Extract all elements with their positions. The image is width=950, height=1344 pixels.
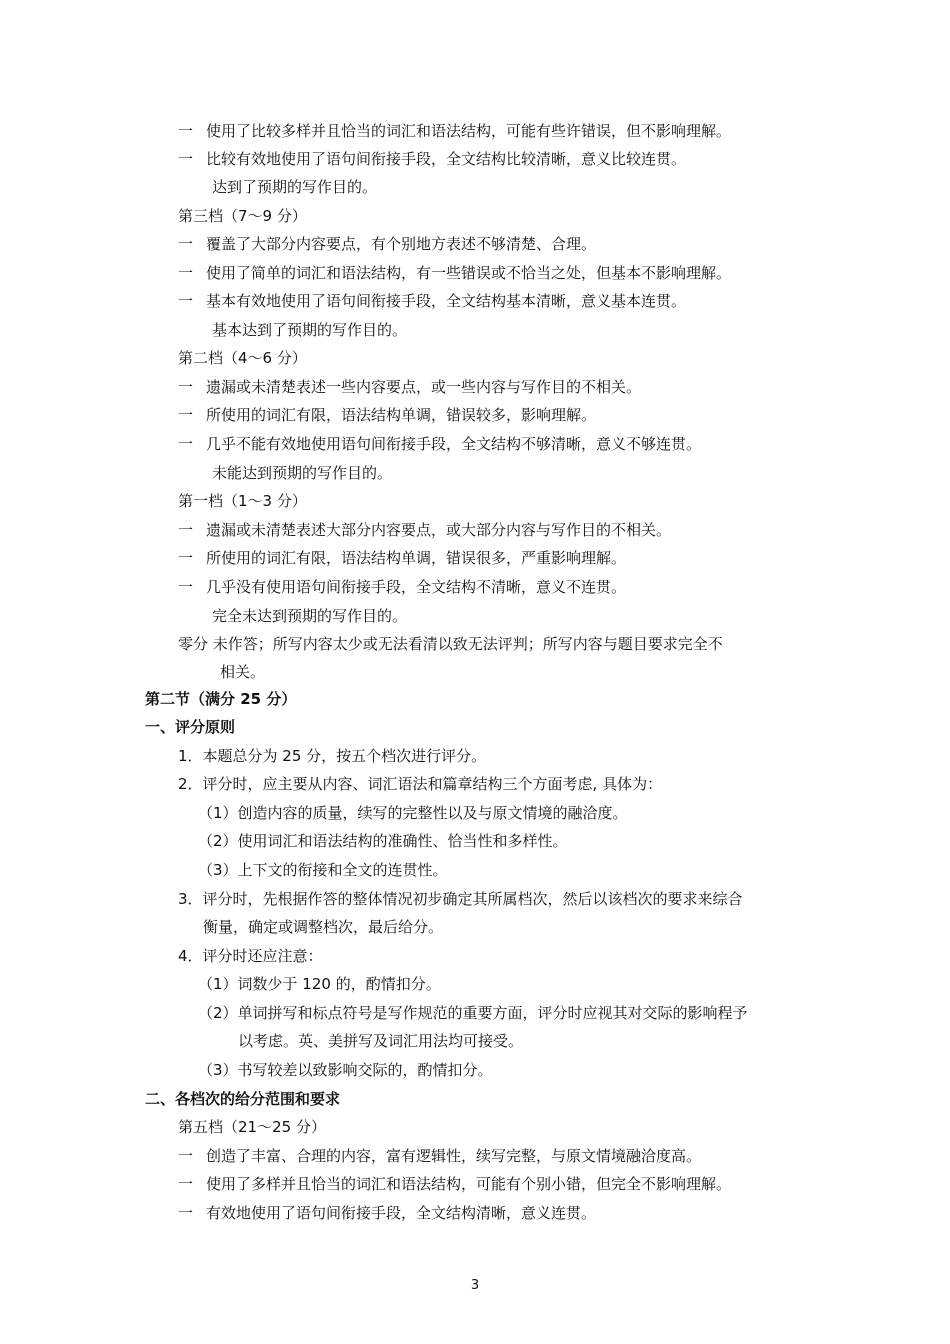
subsection-heading: 一、评分原则	[145, 718, 236, 736]
criterion-summary: 基本达到了预期的写作目的。	[212, 321, 408, 339]
grade-band-heading: 第五档（21～25 分）	[178, 1118, 326, 1136]
criterion-summary: 完全未达到预期的写作目的。	[212, 607, 408, 625]
dash-marker: 一	[178, 549, 194, 567]
dash-marker: 一	[178, 406, 194, 424]
zero-score-rule: 零分 未作答；所写内容太少或无法看清以致无法评判；所写内容与题目要求完全不	[178, 635, 723, 653]
grade-band-heading: 第一档（1～3 分）	[178, 492, 307, 510]
dash-marker: 一	[178, 264, 194, 282]
criterion-line	[178, 577, 626, 597]
dash-marker: 一	[178, 1147, 194, 1165]
dash-marker: 一	[178, 235, 194, 253]
rule-subitem-cont: 以考虑。英、美拼写及词汇用法均可接受。	[238, 1032, 524, 1050]
rule-item: 4．评分时还应注意：	[178, 947, 323, 965]
dash-marker: 一	[178, 521, 194, 539]
dash-marker: 一	[178, 578, 194, 596]
criterion-line	[178, 1174, 731, 1194]
rule-item: 3．评分时，先根据作答的整体情况初步确定其所属档次，然后以该档次的要求来综合	[178, 890, 743, 908]
criterion-text: 基本有效地使用了语句间衔接手段，全文结构基本清晰，意义基本连贯。	[206, 292, 687, 310]
rule-item: 1．本题总分为 25 分，按五个档次进行评分。	[178, 747, 487, 765]
criterion-line	[178, 520, 671, 540]
criterion-text: 遗漏或未清楚表述一些内容要点，或一些内容与写作目的不相关。	[206, 378, 642, 396]
criterion-line	[178, 434, 701, 454]
criterion-text: 所使用的词汇有限，语法结构单调，错误很多，严重影响理解。	[206, 549, 627, 567]
dash-marker: 一	[178, 378, 194, 396]
grade-band-heading: 第二档（4～6 分）	[178, 349, 307, 367]
grade-band-heading: 第三档（7～9 分）	[178, 207, 307, 225]
criterion-line	[178, 405, 596, 425]
criterion-line	[178, 548, 626, 568]
criterion-line	[178, 1146, 701, 1166]
rule-subitem: （2）使用词汇和语法结构的准确性、恰当性和多样性。	[198, 832, 568, 850]
rule-subitem: （3）书写较差以致影响交际的，酌情扣分。	[198, 1061, 493, 1079]
page-number: 3	[470, 1278, 480, 1293]
rule-subitem: （2）单词拼写和标点符号是写作规范的重要方面，评分时应视其对交际的影响程予	[198, 1004, 748, 1022]
rule-item-cont: 衡量，确定或调整档次，最后给分。	[203, 918, 444, 936]
criterion-text: 创造了丰富、合理的内容，富有逻辑性，续写完整，与原文情境融洽度高。	[206, 1147, 702, 1165]
zero-score-rule-cont: 相关。	[220, 663, 266, 681]
rule-subitem: （1）创造内容的质量，续写的完整性以及与原文情境的融洽度。	[198, 804, 628, 822]
criterion-text: 使用了比较多样并且恰当的词汇和语法结构，可能有些许错误，但不影响理解。	[206, 122, 732, 140]
section-heading: 第二节（满分 25 分）	[145, 690, 297, 708]
criterion-text: 几乎没有使用语句间衔接手段，全文结构不清晰，意义不连贯。	[206, 578, 627, 596]
subsection-heading: 二、各档次的给分范围和要求	[145, 1090, 341, 1108]
criterion-text: 几乎不能有效地使用语句间衔接手段，全文结构不够清晰，意义不够连贯。	[206, 435, 702, 453]
criterion-line	[178, 377, 641, 397]
criterion-line	[178, 291, 686, 311]
rule-subitem: （3）上下文的衔接和全文的连贯性。	[198, 861, 448, 879]
criterion-summary: 达到了预期的写作目的。	[212, 178, 378, 196]
criterion-line	[178, 234, 596, 254]
criterion-line	[178, 121, 731, 141]
dash-marker: 一	[178, 435, 194, 453]
dash-marker: 一	[178, 292, 194, 310]
criterion-text: 有效地使用了语句间衔接手段，全文结构清晰，意义连贯。	[206, 1204, 597, 1222]
rule-item: 2．评分时，应主要从内容、词汇语法和篇章结构三个方面考虑, 具体为：	[178, 775, 663, 793]
criterion-summary: 未能达到预期的写作目的。	[212, 464, 393, 482]
criterion-line	[178, 149, 686, 169]
criterion-text: 覆盖了大部分内容要点，有个别地方表述不够清楚、合理。	[206, 235, 597, 253]
criterion-text: 所使用的词汇有限，语法结构单调，错误较多，影响理解。	[206, 406, 597, 424]
dash-marker: 一	[178, 150, 194, 168]
dash-marker: 一	[178, 122, 194, 140]
rule-subitem: （1）词数少于 120 的，酌情扣分。	[198, 975, 441, 993]
criterion-text: 使用了多样并且恰当的词汇和语法结构，可能有个别小错，但完全不影响理解。	[206, 1175, 732, 1193]
criterion-text: 遗漏或未清楚表述大部分内容要点，或大部分内容与写作目的不相关。	[206, 521, 672, 539]
dash-marker: 一	[178, 1175, 194, 1193]
dash-marker: 一	[178, 1204, 194, 1222]
criterion-text: 使用了简单的词汇和语法结构，有一些错误或不恰当之处，但基本不影响理解。	[206, 264, 732, 282]
criterion-line	[178, 263, 731, 283]
criterion-line	[178, 1203, 596, 1223]
criterion-text: 比较有效地使用了语句间衔接手段，全文结构比较清晰，意义比较连贯。	[206, 150, 687, 168]
